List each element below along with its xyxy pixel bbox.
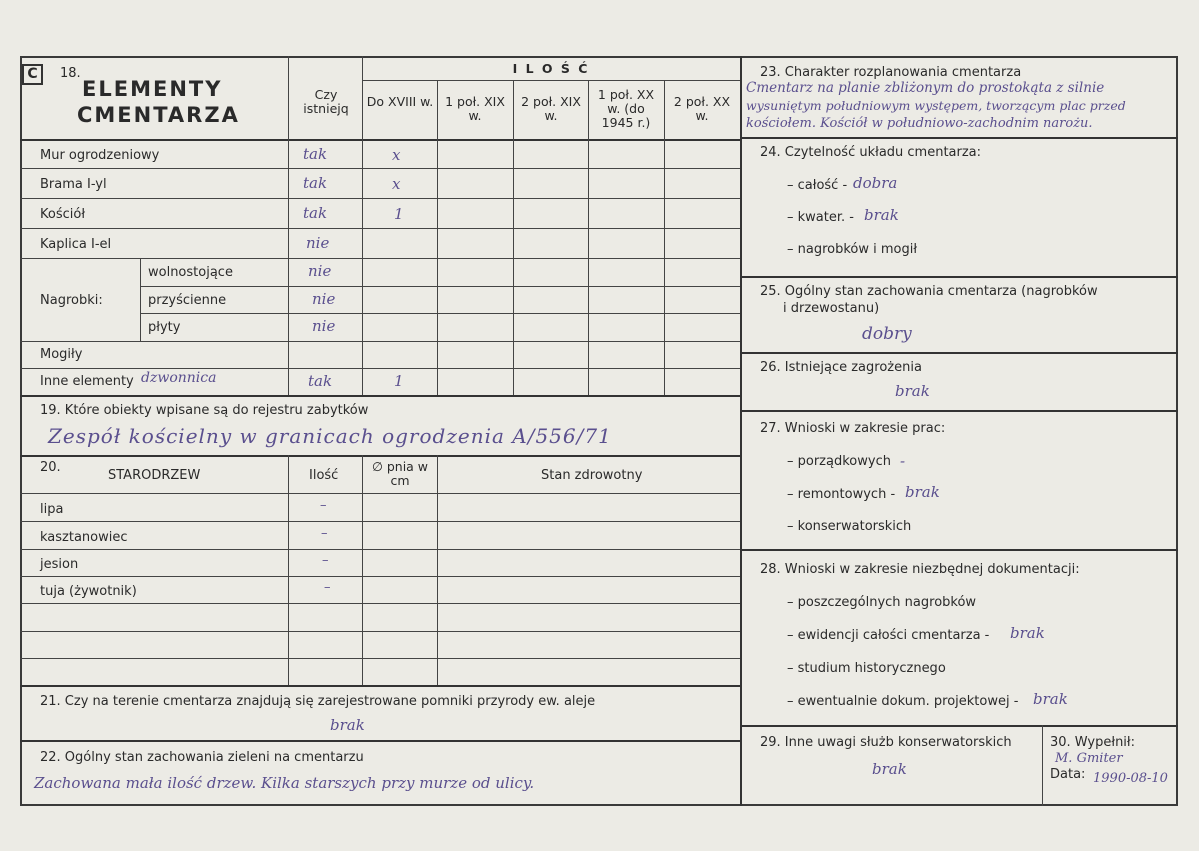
s22-label: 22. Ogólny stan zachowania zieleni na cmentarzu bbox=[40, 750, 364, 765]
row-label: Inne elementy bbox=[40, 374, 134, 389]
col-period-4: 1 poł. XX w. (do 1945 r.) bbox=[597, 87, 655, 130]
tree-qty: – bbox=[321, 526, 328, 541]
s19-label: 19. Które obiekty wpisane są do rejestru zabytków bbox=[40, 403, 369, 418]
s18-title-line1: ELEMENTY bbox=[82, 77, 223, 101]
s27-item: – remontowych - bbox=[787, 487, 896, 502]
row-extra-value: dzwonnica bbox=[141, 370, 217, 386]
tree-qty: – bbox=[324, 580, 331, 595]
s23-label: 23. Charakter rozplanowania cmentarza bbox=[760, 65, 1022, 80]
row-label: Brama I-yl bbox=[40, 177, 107, 192]
s20-title: STARODRZEW bbox=[108, 468, 201, 483]
col-period-5: 2 poł. XX w. bbox=[673, 94, 731, 123]
row-label: wolnostojące bbox=[148, 265, 233, 280]
tree-qty: – bbox=[322, 553, 329, 568]
ilosc-header: I L O Ś Ć bbox=[512, 61, 590, 76]
s30-name: M. Gmiter bbox=[1055, 751, 1123, 766]
s27-item-value: brak bbox=[905, 483, 940, 501]
s23-line2: wysuniętym południowym występem, tworzącym plac przed bbox=[746, 98, 1126, 113]
row-label: przyścienne bbox=[148, 293, 227, 308]
row-label: Mur ogrodzeniowy bbox=[40, 148, 160, 163]
period-mark: x bbox=[392, 175, 401, 193]
s18-title-line2: CMENTARZA bbox=[77, 103, 240, 127]
s23-line3: kościołem. Kościół w południowo-zachodnim narożu. bbox=[746, 116, 1093, 131]
period-mark: x bbox=[392, 146, 401, 164]
exists-value: nie bbox=[308, 262, 332, 280]
row-label: Kaplica I-el bbox=[40, 237, 112, 252]
exists-value: nie bbox=[306, 234, 330, 252]
s27-item: – konserwatorskich bbox=[787, 519, 912, 534]
row-label: Mogiły bbox=[40, 347, 83, 362]
tree-name: tuja (żywotnik) bbox=[40, 584, 137, 599]
col-period-3: 2 poł. XIX w. bbox=[521, 94, 581, 123]
s28-item-value: brak bbox=[1010, 624, 1045, 642]
exists-value: tak bbox=[308, 372, 333, 390]
exists-value: tak bbox=[303, 204, 328, 222]
s28-item-value: brak bbox=[1033, 690, 1068, 708]
s28-item: – poszczególnych nagrobków bbox=[787, 595, 977, 610]
s26-label: 26. Istniejące zagrożenia bbox=[760, 360, 922, 375]
s24-item: – nagrobków i mogił bbox=[787, 242, 918, 257]
exists-value: tak bbox=[303, 174, 328, 192]
period-mark: 1 bbox=[394, 372, 404, 390]
s24-label: 24. Czytelność układu cmentarza: bbox=[760, 145, 982, 160]
s25-label-1: 25. Ogólny stan zachowania cmentarza (nagrobków bbox=[760, 284, 1098, 299]
s29-value: brak bbox=[872, 760, 907, 778]
s25-value: dobry bbox=[862, 324, 912, 344]
tree-qty: – bbox=[320, 498, 327, 513]
exists-value: nie bbox=[312, 317, 336, 335]
row-label: płyty bbox=[148, 320, 181, 335]
s29-label: 29. Inne uwagi służb konserwatorskich bbox=[760, 735, 1012, 750]
s26-value: brak bbox=[895, 382, 930, 400]
s27-label: 27. Wnioski w zakresie prac: bbox=[760, 421, 946, 436]
s22-value: Zachowana mała ilość drzew. Kilka starszych przy murze od ulicy. bbox=[34, 774, 535, 792]
s27-item-value: - bbox=[900, 452, 906, 470]
section-letter-box: C bbox=[22, 64, 43, 85]
col-diam-header: ∅ pnia w cm bbox=[371, 459, 429, 488]
s28-item: – studium historycznego bbox=[787, 661, 946, 676]
s30-date-label: Data: bbox=[1050, 767, 1086, 782]
tree-name: jesion bbox=[40, 557, 79, 572]
nagrobki-label: Nagrobki: bbox=[40, 293, 103, 308]
s25-label-2: i drzewostanu) bbox=[783, 301, 880, 316]
s27-item: – porządkowych bbox=[787, 454, 891, 469]
s24-item: – kwater. - bbox=[787, 210, 854, 225]
col-health-header: Stan zdrowotny bbox=[541, 468, 643, 483]
s20-number: 20. bbox=[40, 460, 61, 475]
s30-label: 30. Wypełnił: bbox=[1050, 735, 1135, 750]
col-period-1: Do XVIII w. bbox=[366, 94, 434, 109]
s24-item: – całość - bbox=[787, 178, 848, 193]
col-period-2: 1 poł. XIX w. bbox=[445, 94, 505, 123]
s19-value: Zespół kościelny w granicach ogrodzenia A/556/71 bbox=[48, 424, 612, 448]
tree-name: lipa bbox=[40, 502, 64, 517]
s30-date: 1990-08-10 bbox=[1093, 771, 1168, 786]
s28-label: 28. Wnioski w zakresie niezbędnej dokumentacji: bbox=[760, 562, 1080, 577]
s28-item: – ewentualnie dokum. projektowej - bbox=[787, 694, 1019, 709]
s24-item-value: brak bbox=[864, 206, 899, 224]
col-exists-header: Czy istniejq bbox=[303, 87, 349, 116]
s18-number: 18. bbox=[60, 66, 81, 81]
s21-value: brak bbox=[330, 716, 365, 734]
s28-item: – ewidencji całości cmentarza - bbox=[787, 628, 990, 643]
s21-label: 21. Czy na terenie cmentarza znajdują się zarejestrowane pomniki przyrody ew. aleje bbox=[40, 694, 596, 709]
exists-value: nie bbox=[312, 290, 336, 308]
period-mark: 1 bbox=[394, 205, 404, 223]
row-label: Kościół bbox=[40, 207, 86, 222]
tree-name: kasztanowiec bbox=[40, 530, 128, 545]
s23-line1: Cmentarz na planie zbliżonym do prostokąta z silnie bbox=[746, 80, 1105, 96]
col-qty-header: Ilość bbox=[309, 468, 339, 483]
exists-value: tak bbox=[303, 145, 328, 163]
s24-item-value: dobra bbox=[853, 174, 898, 192]
